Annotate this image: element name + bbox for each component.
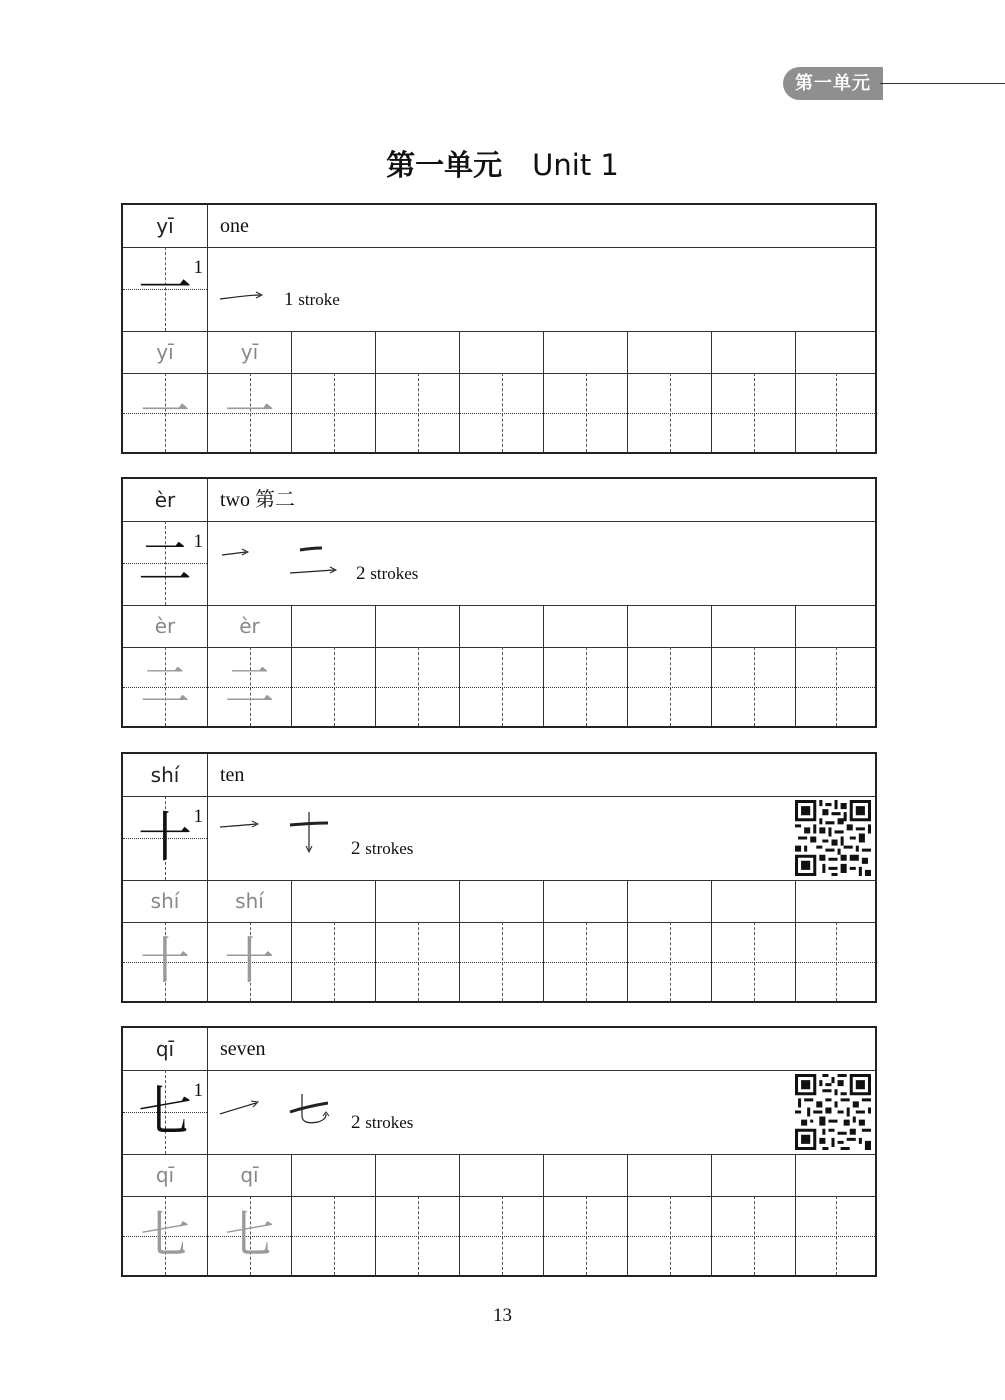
stroke-row	[123, 1070, 875, 1155]
trace-character: 一	[140, 383, 190, 441]
header-row	[123, 205, 875, 248]
stroke-row	[123, 247, 875, 332]
pinyin-write-cell[interactable]	[795, 1154, 875, 1196]
write-cell[interactable]	[627, 373, 711, 452]
practice-character-row	[123, 922, 875, 1001]
write-cell[interactable]	[375, 373, 459, 452]
trace-character: 十	[224, 932, 275, 990]
write-cell[interactable]	[291, 1196, 375, 1275]
write-cell[interactable]	[459, 922, 543, 1001]
pinyin-write-cell[interactable]	[291, 605, 375, 647]
pinyin-write-cell[interactable]	[711, 1154, 795, 1196]
model-character: 十	[138, 806, 192, 869]
pinyin-write-cell[interactable]	[375, 880, 459, 922]
character-block-shi	[121, 752, 877, 1003]
stroke-order-number: 1	[193, 1080, 203, 1101]
stroke-row	[123, 796, 875, 881]
practice-pinyin: qī	[155, 1163, 175, 1187]
stroke-step-1	[218, 796, 268, 880]
write-cell[interactable]	[543, 922, 627, 1001]
meaning-label: ten	[207, 754, 875, 796]
practice-character-row	[123, 1196, 875, 1275]
practice-pinyin: yī	[156, 340, 174, 364]
pinyin-label: èr	[154, 488, 176, 512]
write-cell[interactable]	[543, 647, 627, 726]
practice-pinyin-row	[123, 880, 875, 923]
trace-character: 七	[224, 1206, 275, 1264]
practice-pinyin: shí	[150, 889, 180, 913]
practice-pinyin: yī	[207, 331, 291, 373]
meaning-label: one	[207, 205, 875, 247]
title-english: Unit 1	[532, 148, 619, 182]
pinyin-write-cell[interactable]	[795, 880, 875, 922]
write-cell[interactable]	[627, 1196, 711, 1275]
stroke-count-word: strokes	[365, 1113, 414, 1132]
trace-character: 十	[140, 932, 190, 990]
model-character: 二	[138, 531, 192, 594]
trace-cell[interactable]	[123, 922, 207, 1001]
title-chinese: 第一单元	[386, 148, 503, 182]
pinyin-write-cell[interactable]	[711, 880, 795, 922]
stroke-order-number: 1	[193, 531, 203, 552]
model-character: 七	[138, 1080, 192, 1143]
write-cell[interactable]	[291, 373, 375, 452]
stroke-count	[356, 563, 418, 585]
write-cell[interactable]	[543, 373, 627, 452]
stroke-count-number: 2	[356, 563, 366, 584]
stroke-step-1	[218, 521, 258, 605]
write-cell[interactable]	[291, 647, 375, 726]
practice-character-row	[123, 373, 875, 452]
stroke-step-1	[218, 1070, 268, 1154]
pinyin-write-cell[interactable]	[627, 880, 711, 922]
stroke-count-word: strokes	[370, 564, 419, 583]
practice-pinyin-row	[123, 605, 875, 648]
stroke-count-word: strokes	[365, 839, 414, 858]
practice-pinyin-row	[123, 1154, 875, 1197]
unit-tab: 第一单元	[783, 67, 883, 100]
write-cell[interactable]	[711, 647, 795, 726]
write-cell[interactable]	[459, 373, 543, 452]
meaning-label: seven	[207, 1028, 875, 1070]
trace-cell[interactable]	[207, 922, 291, 1001]
trace-cell[interactable]	[123, 647, 207, 726]
page-title	[0, 143, 1005, 184]
model-character-cell	[123, 521, 207, 605]
pinyin-label: yī	[156, 214, 174, 238]
header-row	[123, 1028, 875, 1071]
stroke-count-number: 1	[284, 289, 294, 310]
pinyin-label: shí	[150, 763, 180, 787]
page-number: 13	[493, 1305, 512, 1326]
stroke-order-cell	[207, 796, 875, 880]
write-cell[interactable]	[795, 922, 875, 1001]
practice-pinyin: èr	[207, 605, 291, 647]
pinyin-write-cell[interactable]	[627, 605, 711, 647]
stroke-step-2	[288, 521, 348, 605]
stroke-order-cell	[207, 521, 875, 605]
trace-character: 一	[224, 383, 275, 441]
pinyin-write-cell[interactable]	[375, 605, 459, 647]
practice-pinyin: qī	[207, 1154, 291, 1196]
pinyin-write-cell[interactable]	[543, 1154, 627, 1196]
stroke-row	[123, 521, 875, 606]
write-cell[interactable]	[711, 922, 795, 1001]
pinyin-write-cell[interactable]	[543, 605, 627, 647]
pinyin-write-cell[interactable]	[291, 331, 375, 373]
stroke-order-cell	[207, 1070, 875, 1154]
pinyin-write-cell[interactable]	[459, 880, 543, 922]
practice-pinyin: shí	[207, 880, 291, 922]
stroke-count-word: stroke	[298, 290, 340, 309]
meaning-label: two 第二	[207, 479, 875, 521]
pinyin-write-cell[interactable]	[795, 331, 875, 373]
pinyin-write-cell[interactable]	[375, 1154, 459, 1196]
pinyin-write-cell[interactable]	[543, 880, 627, 922]
stroke-order-number: 1	[193, 257, 203, 278]
stroke-step-2	[288, 1070, 338, 1154]
pinyin-write-cell[interactable]	[711, 331, 795, 373]
write-cell[interactable]	[291, 922, 375, 1001]
stroke-count-number: 2	[351, 1112, 361, 1133]
write-cell[interactable]	[627, 647, 711, 726]
write-cell[interactable]	[795, 1196, 875, 1275]
pinyin-write-cell[interactable]	[459, 1154, 543, 1196]
write-cell[interactable]	[543, 1196, 627, 1275]
trace-cell[interactable]	[123, 373, 207, 452]
write-cell[interactable]	[711, 1196, 795, 1275]
unit-tab-rule	[880, 83, 1005, 84]
model-character: 一	[138, 257, 192, 320]
trace-cell[interactable]	[207, 1196, 291, 1275]
stroke-count-number: 2	[351, 838, 361, 859]
character-block-qi	[121, 1026, 877, 1277]
header-row	[123, 754, 875, 797]
pinyin-label: qī	[155, 1037, 175, 1061]
model-character-cell	[123, 796, 207, 880]
stroke-order-number: 1	[193, 806, 203, 827]
trace-character: 二	[224, 657, 275, 715]
practice-pinyin-row	[123, 331, 875, 374]
character-block-yi	[121, 203, 877, 454]
pinyin-write-cell[interactable]	[627, 1154, 711, 1196]
pinyin-write-cell[interactable]	[459, 331, 543, 373]
qr-code-image[interactable]	[795, 800, 871, 876]
write-cell[interactable]	[627, 922, 711, 1001]
qr-code-image[interactable]	[795, 1074, 871, 1150]
stroke-step-1	[218, 247, 278, 331]
pinyin-write-cell[interactable]	[291, 1154, 375, 1196]
pinyin-write-cell[interactable]	[459, 605, 543, 647]
header-row	[123, 479, 875, 522]
practice-pinyin: èr	[154, 614, 176, 638]
trace-character: 二	[140, 657, 190, 715]
trace-cell[interactable]	[207, 373, 291, 452]
write-cell[interactable]	[711, 373, 795, 452]
write-cell[interactable]	[459, 1196, 543, 1275]
stroke-count	[284, 289, 340, 311]
stroke-step-2	[288, 796, 338, 880]
pinyin-write-cell[interactable]	[711, 605, 795, 647]
write-cell[interactable]	[795, 373, 875, 452]
write-cell[interactable]	[375, 922, 459, 1001]
stroke-count	[351, 1112, 413, 1134]
trace-cell[interactable]	[207, 647, 291, 726]
practice-character-row	[123, 647, 875, 726]
pinyin-write-cell[interactable]	[543, 331, 627, 373]
model-character-cell	[123, 1070, 207, 1154]
stroke-order-cell	[207, 247, 875, 331]
pinyin-write-cell[interactable]	[627, 331, 711, 373]
pinyin-write-cell[interactable]	[291, 880, 375, 922]
model-character-cell	[123, 247, 207, 331]
trace-cell[interactable]	[123, 1196, 207, 1275]
pinyin-write-cell[interactable]	[795, 605, 875, 647]
trace-character: 七	[140, 1206, 190, 1264]
write-cell[interactable]	[375, 647, 459, 726]
pinyin-write-cell[interactable]	[375, 331, 459, 373]
write-cell[interactable]	[795, 647, 875, 726]
write-cell[interactable]	[375, 1196, 459, 1275]
stroke-count	[351, 838, 413, 860]
character-block-er	[121, 477, 877, 728]
write-cell[interactable]	[459, 647, 543, 726]
